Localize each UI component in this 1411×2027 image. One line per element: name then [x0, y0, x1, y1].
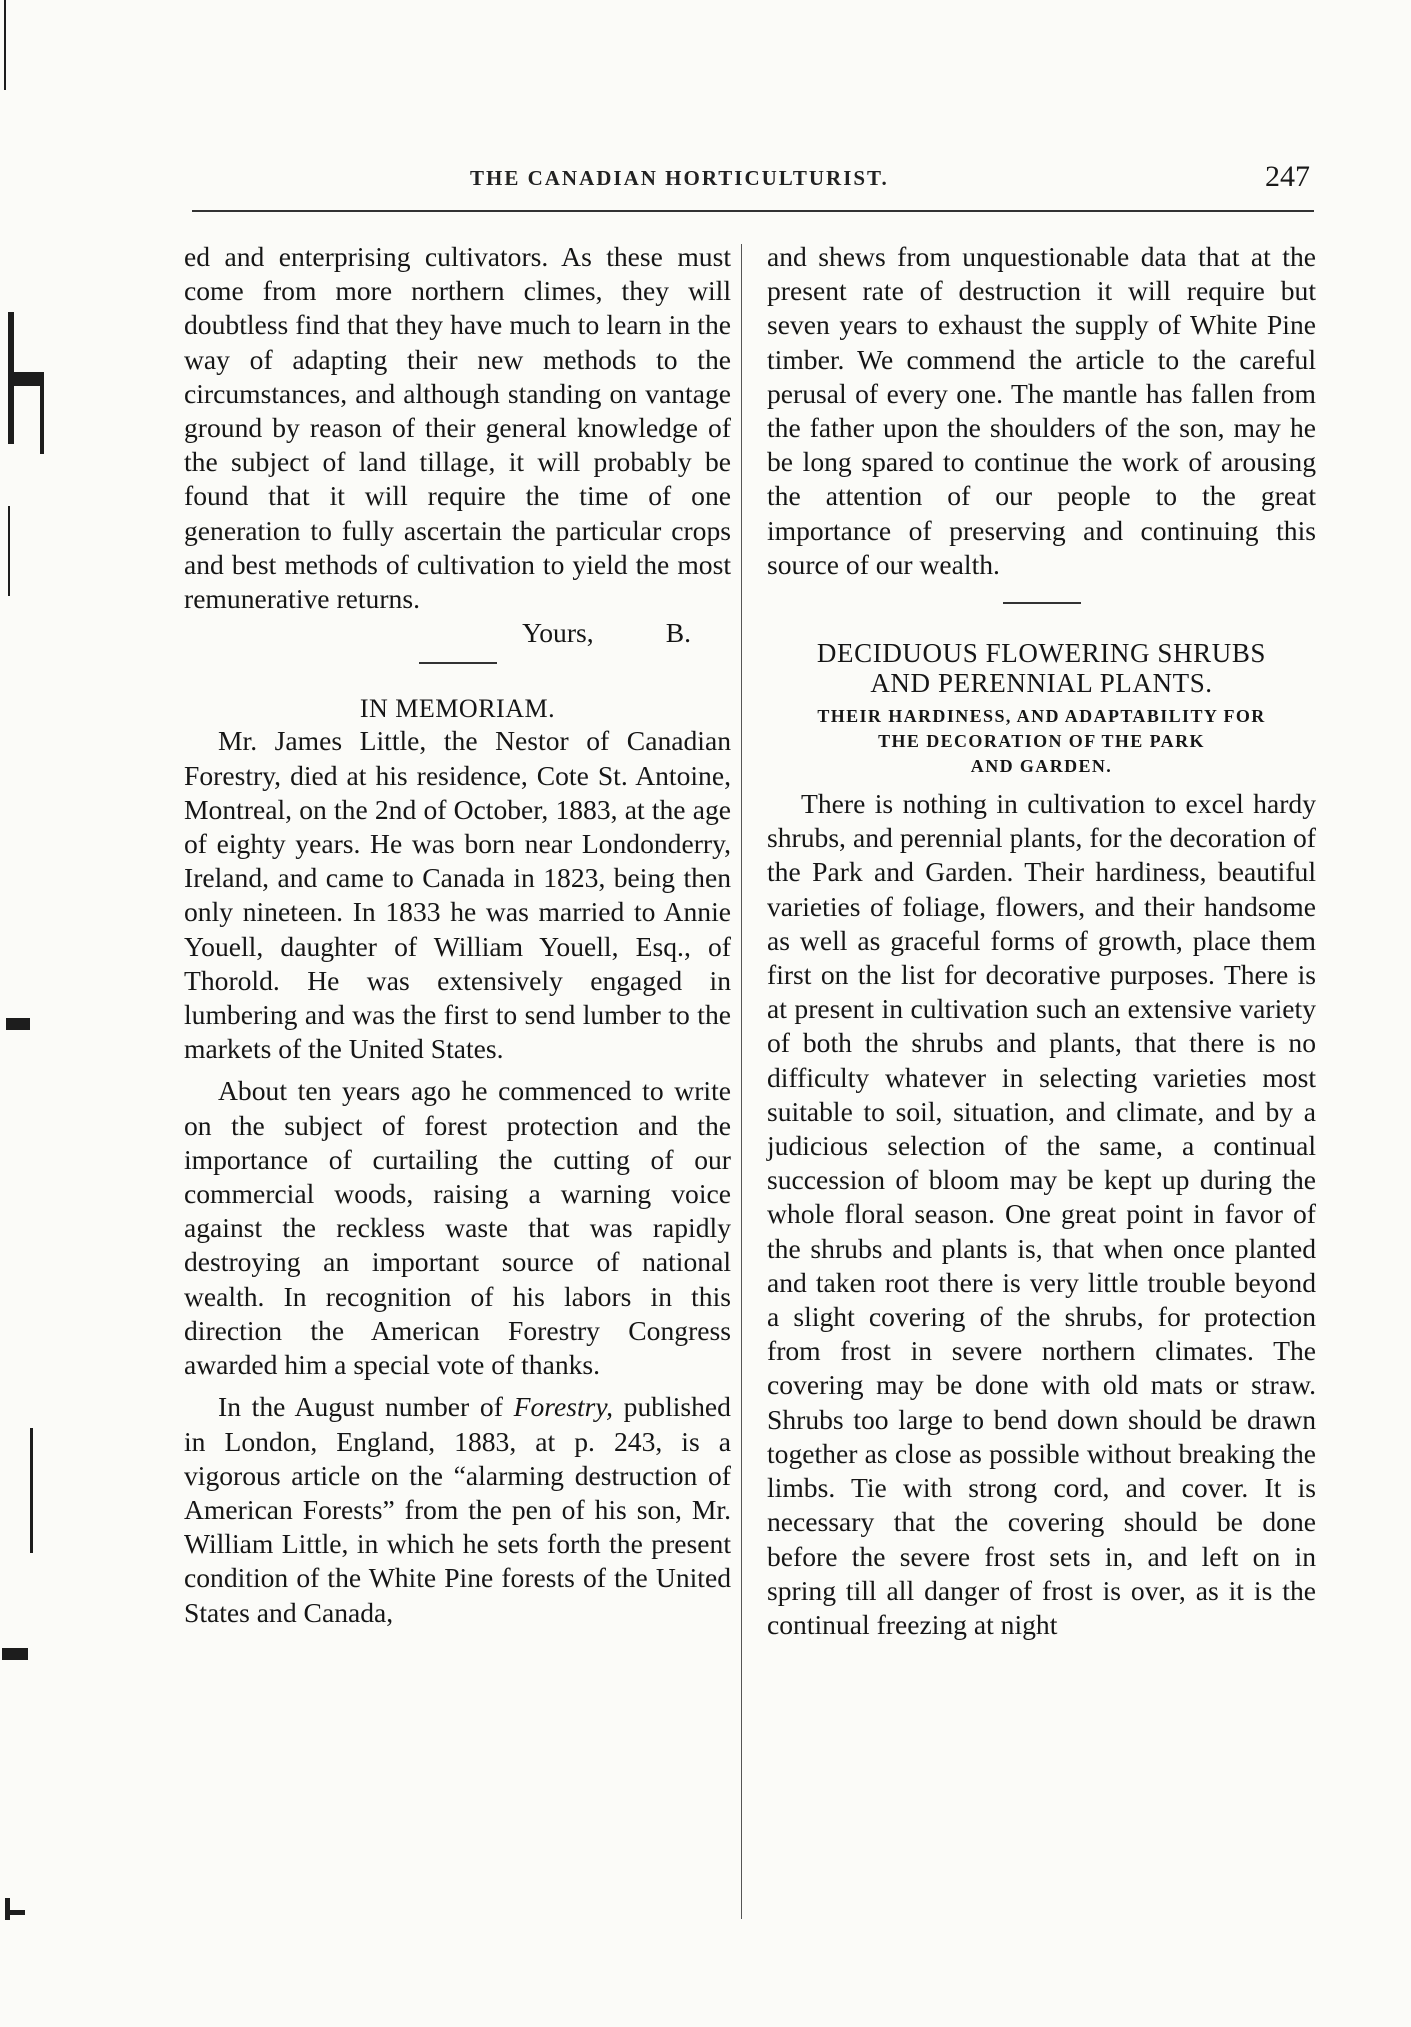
- header-rule: [192, 210, 1314, 212]
- signoff-yours: Yours,: [522, 617, 594, 649]
- article-heading-line-1: DECIDUOUS FLOWERING SHRUBS: [816, 638, 1267, 669]
- article-body: There is nothing in cultivation to excel hardy shrubs, and perennial plants, for the decoration of the Park and Garden. Their hardiness, beautiful varieties of foliage, flowers, and their handsome as well as graceful forms of growth, place them first on the list for decorative purposes. There is at present in cultivation such an extensive variety of both the shrubs and plants, that there is no difficulty whatever in selecting varieties most suitable to soil, situation, and climate, and by a judicious selection of the same, a continual succession of bloom may be kept up during the whole floral season. One great point in favor of the shrubs and plants is, that when once planted and taken root there is very little trouble beyond a slight covering of the shrubs, for protection from frost in severe northern climates. The covering may be done with old mats or straw. Shrubs too large to bend down should be drawn together as close as possible without breaking the limbs. Tie with strong cord, and cover. It is necessary that the covering should be done before the severe frost sets in, and left on in spring till all danger of frost is over, as it is the continual freezing at night: [767, 788, 1316, 1640]
- subheading-line-2: THE DECORATION OF THE PARK: [878, 731, 1205, 752]
- scan-mark: [30, 1428, 33, 1553]
- subheading-line-1: THEIR HARDINESS, AND ADAPTABILITY FOR: [817, 706, 1266, 727]
- publication-title: Forestry,: [513, 1391, 613, 1423]
- continued-paragraph: ed and enterprising cultivators. As these must come from more northern climes, they will doubtless find that they have much to learn in the way of adapting their new methods to the circumstances, and although standing on vantage ground by reason of their general knowledge of the subject of land tillage, it will probably be found that it will require the time of one generation to fully ascertain the particular crops and best methods of cultivation to yield the most remunerative returns.: [184, 241, 731, 615]
- scan-mark: [12, 372, 42, 386]
- scan-mark: [40, 372, 44, 454]
- column-divider: [741, 244, 742, 1919]
- signoff: [184, 616, 731, 650]
- scan-mark: [4, 0, 6, 90]
- memoriam-p3-rest: published in London, England, 1883, at p. 243, is a vigorous article on the “alarming destruction of American Forests” from the pen of his son, Mr. William Little, in which he sets forth the present condition of the White Pine forests of the United States and Canada,: [184, 1391, 731, 1628]
- right-column: [767, 240, 1316, 1642]
- article-subheading: [767, 704, 1316, 779]
- memoriam-paragraph-1: Mr. James Little, the Nestor of Canadian Forestry, died at his residence, Cote St. Antoine, Montreal, on the 2nd of October, 1883, at the age of eighty years. He was born near Londonderry, Ireland, and came to Canada in 1823, being then only nineteen. In 1833 he was married to Annie Youell, daughter of William Youell, Esq., of Thorold. He was extensively engaged in lumbering and was the first to send lumber to the markets of the United States.: [184, 725, 731, 1065]
- section-rule: [1003, 602, 1081, 604]
- article-heading-line-2: AND PERENNIAL PLANTS.: [870, 668, 1213, 699]
- scan-mark: [5, 1910, 25, 1915]
- page-number: 247: [1265, 160, 1310, 193]
- scan-mark: [8, 506, 10, 596]
- memoriam-paragraph-2: About ten years ago he commenced to write on the subject of forest protection and the importance of curtailing the cutting of our commercial woods, raising a warning voice against the reckless waste that was rapidly destroying an important source of national wealth. In recognition of his labors in this direction the American Forestry Congress awarded him a special vote of thanks.: [184, 1075, 731, 1381]
- subheading-line-3: AND GARDEN.: [970, 756, 1113, 777]
- scan-mark: [6, 1018, 30, 1030]
- scan-mark: [2, 1648, 28, 1660]
- scan-mark: [5, 1898, 10, 1920]
- left-column: [184, 240, 731, 1630]
- memoriam-p3-lead: In the August number of: [218, 1391, 503, 1423]
- running-header: THE CANADIAN HORTICULTURIST.: [470, 166, 889, 190]
- signoff-initial: B.: [665, 617, 691, 649]
- memoriam-paragraph-3: [184, 1390, 731, 1629]
- continued-paragraph: and shews from unquestionable data that at the present rate of destruction it will require but seven years to exhaust the supply of White Pine timber. We commend the article to the careful perusal of every one. The mantle has fallen from the father upon the shoulders of the son, may he be long spared to continue the work of arousing the attention of our people to the great importance of preserving and continuing this source of our wealth.: [767, 241, 1316, 580]
- memoriam-heading: IN MEMORIAM.: [359, 694, 556, 724]
- section-rule: [419, 662, 497, 664]
